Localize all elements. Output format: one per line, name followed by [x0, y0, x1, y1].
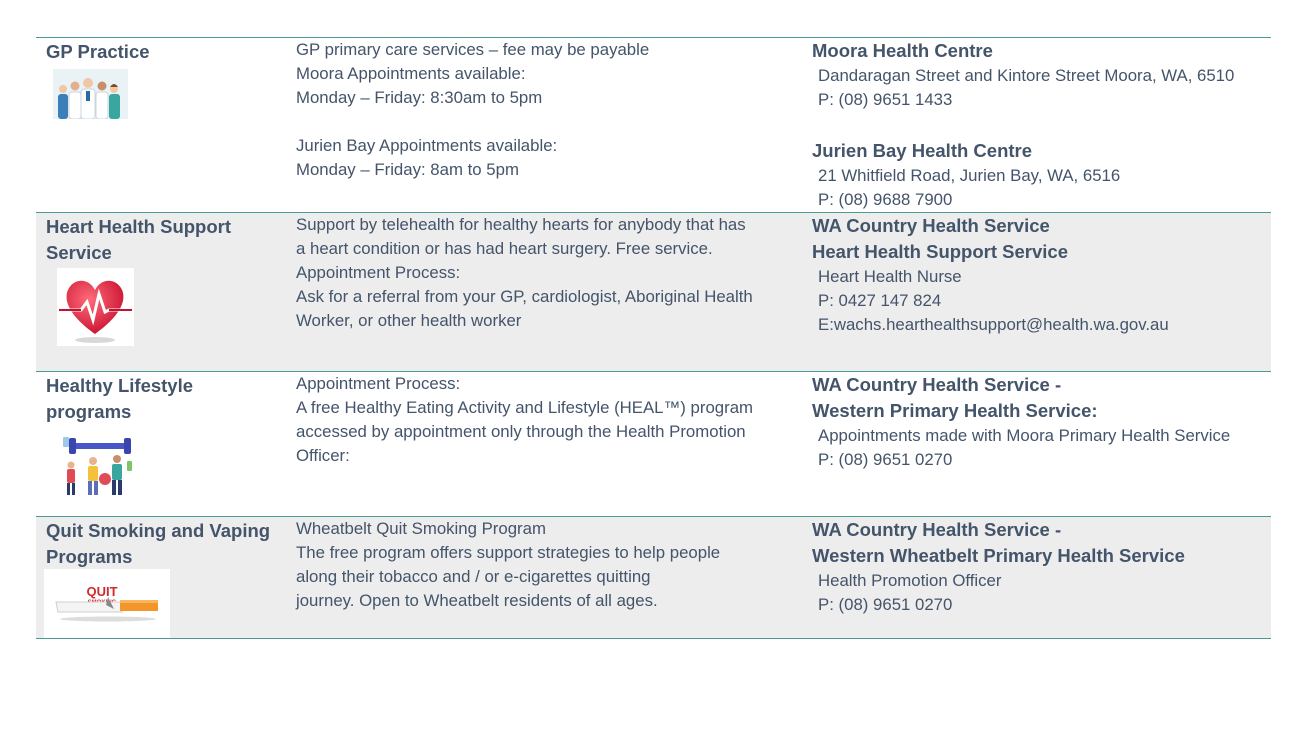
- description-line: Worker, or other health worker: [296, 311, 522, 330]
- contact-heading: WA Country Health Service -: [812, 519, 1062, 540]
- contact-address: 21 Whitfield Road, Jurien Bay, WA, 6516: [818, 166, 1121, 185]
- table-row-heart-health: [36, 213, 1271, 372]
- quit-smoking-image: [44, 569, 170, 638]
- contact-heading: WA Country Health Service: [812, 215, 1050, 236]
- table-row-healthy-lifestyle: [36, 372, 1271, 517]
- contact-name: Heart Health Nurse: [818, 267, 962, 286]
- description-line: along their tobacco and / or e-cigarettes quitting: [296, 567, 651, 586]
- contact-heading: Heart Health Support Service: [812, 241, 1068, 262]
- service-name-cell: [46, 213, 286, 266]
- description-line: accessed by appointment only through the Health Promotion: [296, 422, 746, 441]
- description-line: A free Healthy Eating Activity and Lifestyle (HEAL™) program: [296, 398, 754, 417]
- service-title: Heart Health Support: [46, 216, 232, 237]
- contact-heading: Western Wheatbelt Primary Health Service: [812, 545, 1185, 566]
- service-name-cell: [46, 38, 286, 65]
- contact-heading: WA Country Health Service -: [812, 374, 1062, 395]
- description-line: The free program offers support strategies to help people: [296, 543, 721, 562]
- service-contact-cell: [812, 517, 1272, 617]
- contact-note: Appointments made with Moora Primary Health Service: [818, 426, 1231, 445]
- service-title: Quit Smoking and Vaping: [46, 520, 271, 541]
- table-row-gp-practice: [36, 38, 1271, 213]
- quit-label: QUIT: [86, 584, 118, 599]
- contact-phone: P: (08) 9651 1433: [818, 90, 953, 109]
- contact-phone: P: (08) 9651 0270: [818, 595, 953, 614]
- contact-heading: Western Primary Health Service:: [812, 400, 1098, 421]
- description-line: Wheatbelt Quit Smoking Program: [296, 519, 546, 538]
- service-name-cell: [46, 372, 286, 425]
- contact-phone: P: (08) 9651 0270: [818, 450, 953, 469]
- service-title: GP Practice: [46, 41, 150, 62]
- medical-team-image: [53, 69, 128, 119]
- contact-address: Dandaragan Street and Kintore Street Moora, WA, 6510: [818, 66, 1235, 85]
- contact-email: E:wachs.hearthealthsupport@health.wa.gov.au: [818, 315, 1169, 334]
- description-line: Jurien Bay Appointments available:: [296, 136, 558, 155]
- service-contact-cell: [812, 372, 1272, 472]
- description-line: a heart condition or has had heart surgery. Free service.: [296, 239, 713, 258]
- description-line: Support by telehealth for healthy hearts for anybody that has: [296, 215, 746, 234]
- contact-heading: Jurien Bay Health Centre: [812, 140, 1033, 161]
- description-line: GP primary care services – fee may be payable: [296, 40, 650, 59]
- description-line: Monday – Friday: 8:30am to 5pm: [296, 88, 543, 107]
- description-line: Ask for a referral from your GP, cardiologist, Aboriginal Health: [296, 287, 753, 306]
- service-title: Healthy Lifestyle: [46, 375, 194, 396]
- description-line: Appointment Process:: [296, 263, 461, 282]
- description-line: Appointment Process:: [296, 374, 461, 393]
- family-fitness-image: [59, 435, 137, 497]
- service-title: programs: [46, 401, 132, 422]
- heart-heartbeat-image: [57, 268, 134, 346]
- description-line: Officer:: [296, 446, 350, 465]
- service-title: Programs: [46, 546, 133, 567]
- table-row-quit-smoking: [36, 517, 1271, 639]
- service-title: Service: [46, 242, 112, 263]
- contact-heading: Moora Health Centre: [812, 40, 993, 61]
- service-name-cell: [46, 517, 286, 570]
- service-description-cell: [296, 213, 796, 333]
- contact-phone: P: (08) 9688 7900: [818, 190, 953, 209]
- service-contact-cell: [812, 38, 1272, 212]
- description-line: Moora Appointments available:: [296, 64, 526, 83]
- contact-phone: P: 0427 147 824: [818, 291, 942, 310]
- service-description-cell: [296, 38, 796, 182]
- service-description-cell: [296, 372, 796, 468]
- services-table: [36, 37, 1271, 639]
- service-description-cell: [296, 517, 796, 613]
- service-contact-cell: [812, 213, 1272, 337]
- description-line: journey. Open to Wheatbelt residents of all ages.: [296, 591, 658, 610]
- description-line: Monday – Friday: 8am to 5pm: [296, 160, 519, 179]
- contact-name: Health Promotion Officer: [818, 571, 1002, 590]
